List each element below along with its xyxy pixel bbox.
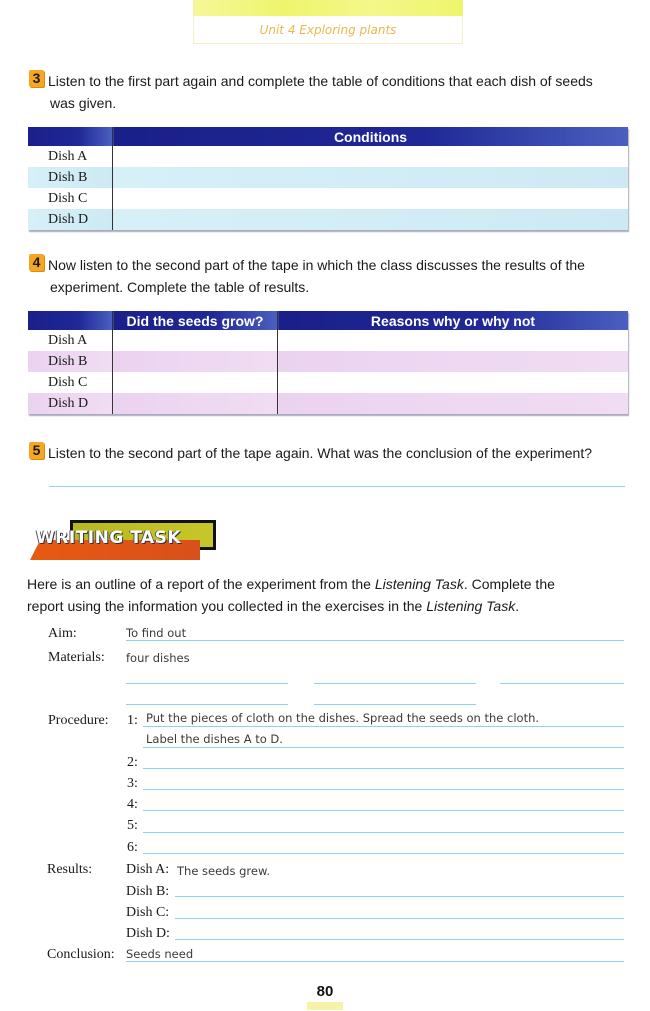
intro-text: .: [515, 598, 520, 614]
materials-value: four dishes: [126, 651, 190, 665]
table-row: [28, 351, 628, 372]
step-1-line2: Label the dishes A to D.: [146, 732, 283, 746]
instruction-text: Listen to the first part again and complete the table of conditions that each dish of seeds: [48, 73, 593, 89]
step-3-answer-line[interactable]: [143, 789, 624, 790]
step-2-answer-line[interactable]: [143, 768, 624, 769]
row-label: Dish B: [28, 167, 113, 188]
conditions-cell[interactable]: [113, 146, 629, 167]
conditions-cell[interactable]: [113, 167, 629, 188]
table-row: [28, 146, 628, 167]
row-label: Dish B: [28, 351, 113, 372]
reasons-cell[interactable]: [278, 330, 629, 351]
grew-cell[interactable]: [113, 372, 278, 393]
aim-answer-line[interactable]: [126, 640, 624, 641]
grew-cell[interactable]: [113, 351, 278, 372]
page-number: 80: [316, 983, 334, 1000]
step-6-answer-line[interactable]: [143, 853, 624, 854]
materials-label: Materials:: [48, 650, 105, 665]
table-header-blank: [28, 311, 113, 330]
result-dish-d-line[interactable]: [175, 939, 624, 940]
step-number: 4:: [127, 797, 138, 812]
exercise-3-instruction: [29, 70, 639, 114]
header-decoration: [193, 0, 463, 16]
result-dish-label: Dish A:: [126, 862, 170, 877]
writing-task-intro: [27, 573, 632, 617]
step-number: 3:: [127, 776, 138, 791]
grew-cell[interactable]: [113, 330, 278, 351]
intro-italic: Listening Task: [426, 598, 516, 614]
conclusion-value: Seeds need: [126, 947, 194, 961]
page-number-box: [307, 982, 343, 1010]
procedure-label: Procedure:: [48, 713, 109, 728]
table-header-reasons: Reasons why or why not: [278, 311, 629, 330]
materials-answer-line[interactable]: [314, 683, 476, 684]
row-label: Dish A: [28, 146, 113, 167]
conditions-cell[interactable]: [113, 188, 629, 209]
materials-answer-line[interactable]: [500, 683, 624, 684]
banner-title: WRITING TASK: [36, 528, 182, 548]
aim-label: Aim:: [48, 626, 77, 641]
materials-answer-line[interactable]: [314, 704, 476, 705]
exercise-5-instruction: [29, 442, 644, 464]
step-number: 5:: [127, 818, 138, 833]
row-label: Dish A: [28, 330, 113, 351]
table-row: [28, 167, 628, 188]
table-row: [28, 372, 628, 393]
table-header-grew: Did the seeds grow?: [113, 311, 278, 330]
table-row: [28, 209, 628, 230]
step-number: 1:: [127, 713, 138, 728]
intro-text: . Complete the: [463, 576, 555, 592]
reasons-cell[interactable]: [278, 372, 629, 393]
row-label: Dish C: [28, 372, 113, 393]
result-dish-b-line[interactable]: [175, 896, 624, 897]
exercise-number-badge: 4: [29, 254, 44, 271]
instruction-text: experiment. Complete the table of results.: [50, 279, 310, 295]
page-number-highlight: [307, 1002, 343, 1010]
materials-answer-line[interactable]: [126, 704, 288, 705]
result-dish-c-line[interactable]: [175, 918, 624, 919]
step-4-answer-line[interactable]: [143, 810, 624, 811]
unit-title: Unit 4 Exploring plants: [259, 23, 397, 37]
aim-value: To find out: [126, 626, 187, 640]
writing-task-banner: [30, 520, 210, 560]
conclusion-answer-line[interactable]: [49, 486, 625, 487]
reasons-cell[interactable]: [278, 393, 629, 414]
row-label: Dish D: [28, 209, 113, 230]
step-answer-line[interactable]: [143, 726, 624, 727]
results-label: Results:: [47, 862, 93, 877]
instruction-text: was given.: [50, 95, 117, 111]
unit-header: [193, 16, 463, 44]
result-dish-label: Dish C:: [126, 905, 170, 920]
result-dish-label: Dish B:: [126, 884, 170, 899]
exercise-number-badge: 5: [29, 442, 44, 459]
intro-italic: Listening Task: [374, 576, 464, 592]
instruction-text: Listen to the second part of the tape again. What was the conclusion of the experiment?: [48, 445, 593, 461]
instruction-text: Now listen to the second part of the tape in which the class discusses the results of the: [48, 257, 585, 273]
step-5-answer-line[interactable]: [143, 832, 624, 833]
table-header-row: [28, 127, 628, 146]
result-dish-a-value: The seeds grew.: [177, 864, 270, 878]
conditions-cell[interactable]: [113, 209, 629, 230]
grew-cell[interactable]: [113, 393, 278, 414]
intro-text: Here is an outline of a report of the experiment from the: [27, 576, 375, 592]
table-header-conditions: Conditions: [113, 127, 629, 146]
step-number: 6:: [127, 840, 138, 855]
table-header-blank: [28, 127, 113, 146]
materials-answer-line[interactable]: [126, 683, 288, 684]
step-answer-line[interactable]: [143, 747, 624, 748]
row-label: Dish C: [28, 188, 113, 209]
results-table: [28, 311, 628, 414]
conclusion-answer-line[interactable]: [126, 961, 624, 962]
conclusion-label: Conclusion:: [47, 947, 115, 962]
row-label: Dish D: [28, 393, 113, 414]
step-number: 2:: [127, 755, 138, 770]
step-1-line1: Put the pieces of cloth on the dishes. Spread the seeds on the cloth.: [146, 711, 540, 725]
exercise-4-instruction: [29, 254, 639, 298]
reasons-cell[interactable]: [278, 351, 629, 372]
table-row: [28, 188, 628, 209]
conditions-table: [28, 127, 628, 230]
table-header-row: [28, 311, 628, 330]
intro-text: report using the information you collected in the exercises in the: [27, 598, 427, 614]
table-row: [28, 393, 628, 414]
table-row: [28, 330, 628, 351]
result-dish-label: Dish D:: [126, 926, 170, 941]
exercise-number-badge: 3: [29, 70, 44, 87]
